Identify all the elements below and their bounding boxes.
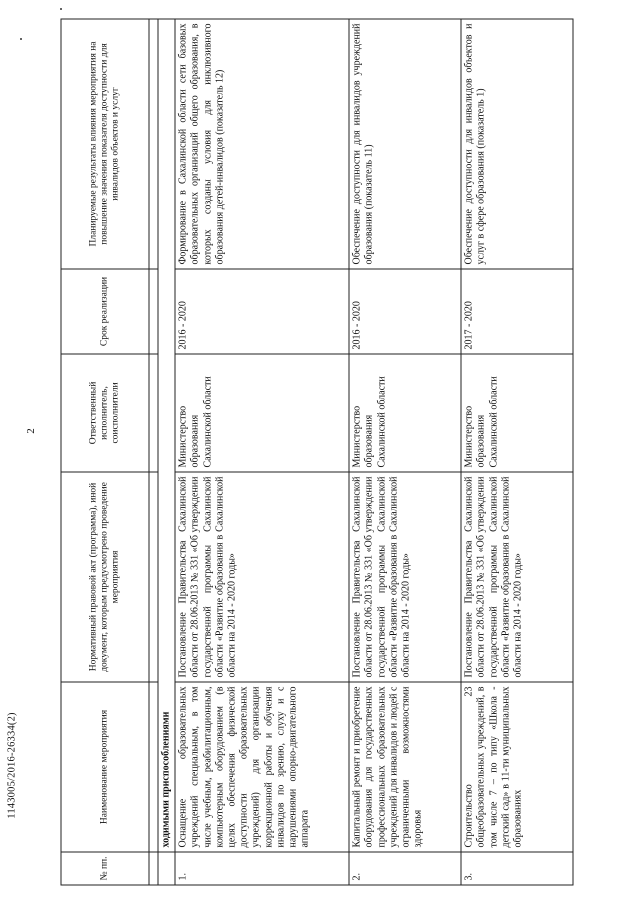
header-term: Срок реализации xyxy=(61,269,149,354)
header-responsible: Ответственный исполнитель, соисполнители xyxy=(61,354,149,472)
row-num: 2. xyxy=(349,852,461,885)
header-result: Планируемые результаты влияния мероприятия на повышение значения показателя доступности для инвалидов объектов и услуг xyxy=(61,19,149,269)
measures-table xyxy=(61,19,574,886)
header-act: Нормативный правовой акт (программа), иной документ, которым предусмотрено проведение мероприятия xyxy=(61,472,149,682)
row-result: Обеспечение доступности для инвалидов учреждений образования (показатель 11) xyxy=(349,19,461,269)
scan-speck xyxy=(20,38,22,40)
row-act: Постановление Правительства Сахалинской области от 28.06.2013 № 331 «Об утверждении государственной программы Сахалинской области «Развитие образования в Сахалинской области на 2014 - 2020 годы» xyxy=(349,472,461,682)
header-num: № пп. xyxy=(61,852,149,885)
section-row xyxy=(158,19,175,885)
row-act: Постановление Правительства Сахалинской области от 28.06.2013 № 331 «Об утверждении государственной программы Сахалинской области «Развитие образования в Сахалинской области на 2014 - 2020 годы» xyxy=(461,472,573,682)
row-name: Оснащение образовательных учреждений специальным, в том числе учебным, реабилитационным, компьютерным оборудованием (в целях обеспечения физической доступности образовательных учреждений) для организации коррекционной работы и обучения инвалидов по зрению, слуху и с нарушениями опорно-двигательного аппарата xyxy=(175,682,349,852)
table-row xyxy=(175,19,349,885)
row-num: 3. xyxy=(461,852,573,885)
row-name: Капитальный ремонт и приобретение оборудования для государственных профессиональных образовательных учреждений для инвалидов и людей с ограниченными возможностями здоровья xyxy=(349,682,461,852)
header-name: Наименование мероприятия xyxy=(61,682,149,852)
table-row xyxy=(349,19,461,885)
row-name: Строительство 23 общеобразовательных учреждений, в том числе 7 – по типу «Школа - детский сад» в 11-ти муниципальных образованиях xyxy=(461,682,573,852)
row-term: 2017 - 2020 xyxy=(461,269,573,354)
row-num: 1. xyxy=(175,852,349,885)
row-result: Обеспечение доступности для инвалидов объектов и услуг в сфере образования (показатель 1) xyxy=(461,19,573,269)
row-responsible: Министерство образования Сахалинской области xyxy=(461,354,573,472)
row-responsible: Министерство образования Сахалинской области xyxy=(175,354,349,472)
table-row xyxy=(461,19,573,885)
spacer-row xyxy=(149,19,158,885)
row-term: 2016 - 2020 xyxy=(349,269,461,354)
row-responsible: Министерство образования Сахалинской области xyxy=(349,354,461,472)
rotated-table-wrapper xyxy=(61,20,580,886)
row-result: Формирование в Сахалинской области сети базовых образовательных организаций общего образования, в которых созданы условия для инклюзивного образования детей-инвалидов (показатель 12) xyxy=(175,19,349,269)
table-header-row xyxy=(61,19,149,885)
page-number: 2 xyxy=(24,428,37,434)
document-id: 1143005/2016-26334(2) xyxy=(6,712,18,819)
row-term: 2016 - 2020 xyxy=(175,269,349,354)
row-act: Постановление Правительства Сахалинской области от 28.06.2013 № 331 «Об утверждении государственной программы Сахалинской области «Развитие образования в Сахалинской области на 2014 - 2020 годы» xyxy=(175,472,349,682)
section-title: ходимыми приспособлениями xyxy=(158,19,175,852)
scan-speck xyxy=(60,8,62,10)
